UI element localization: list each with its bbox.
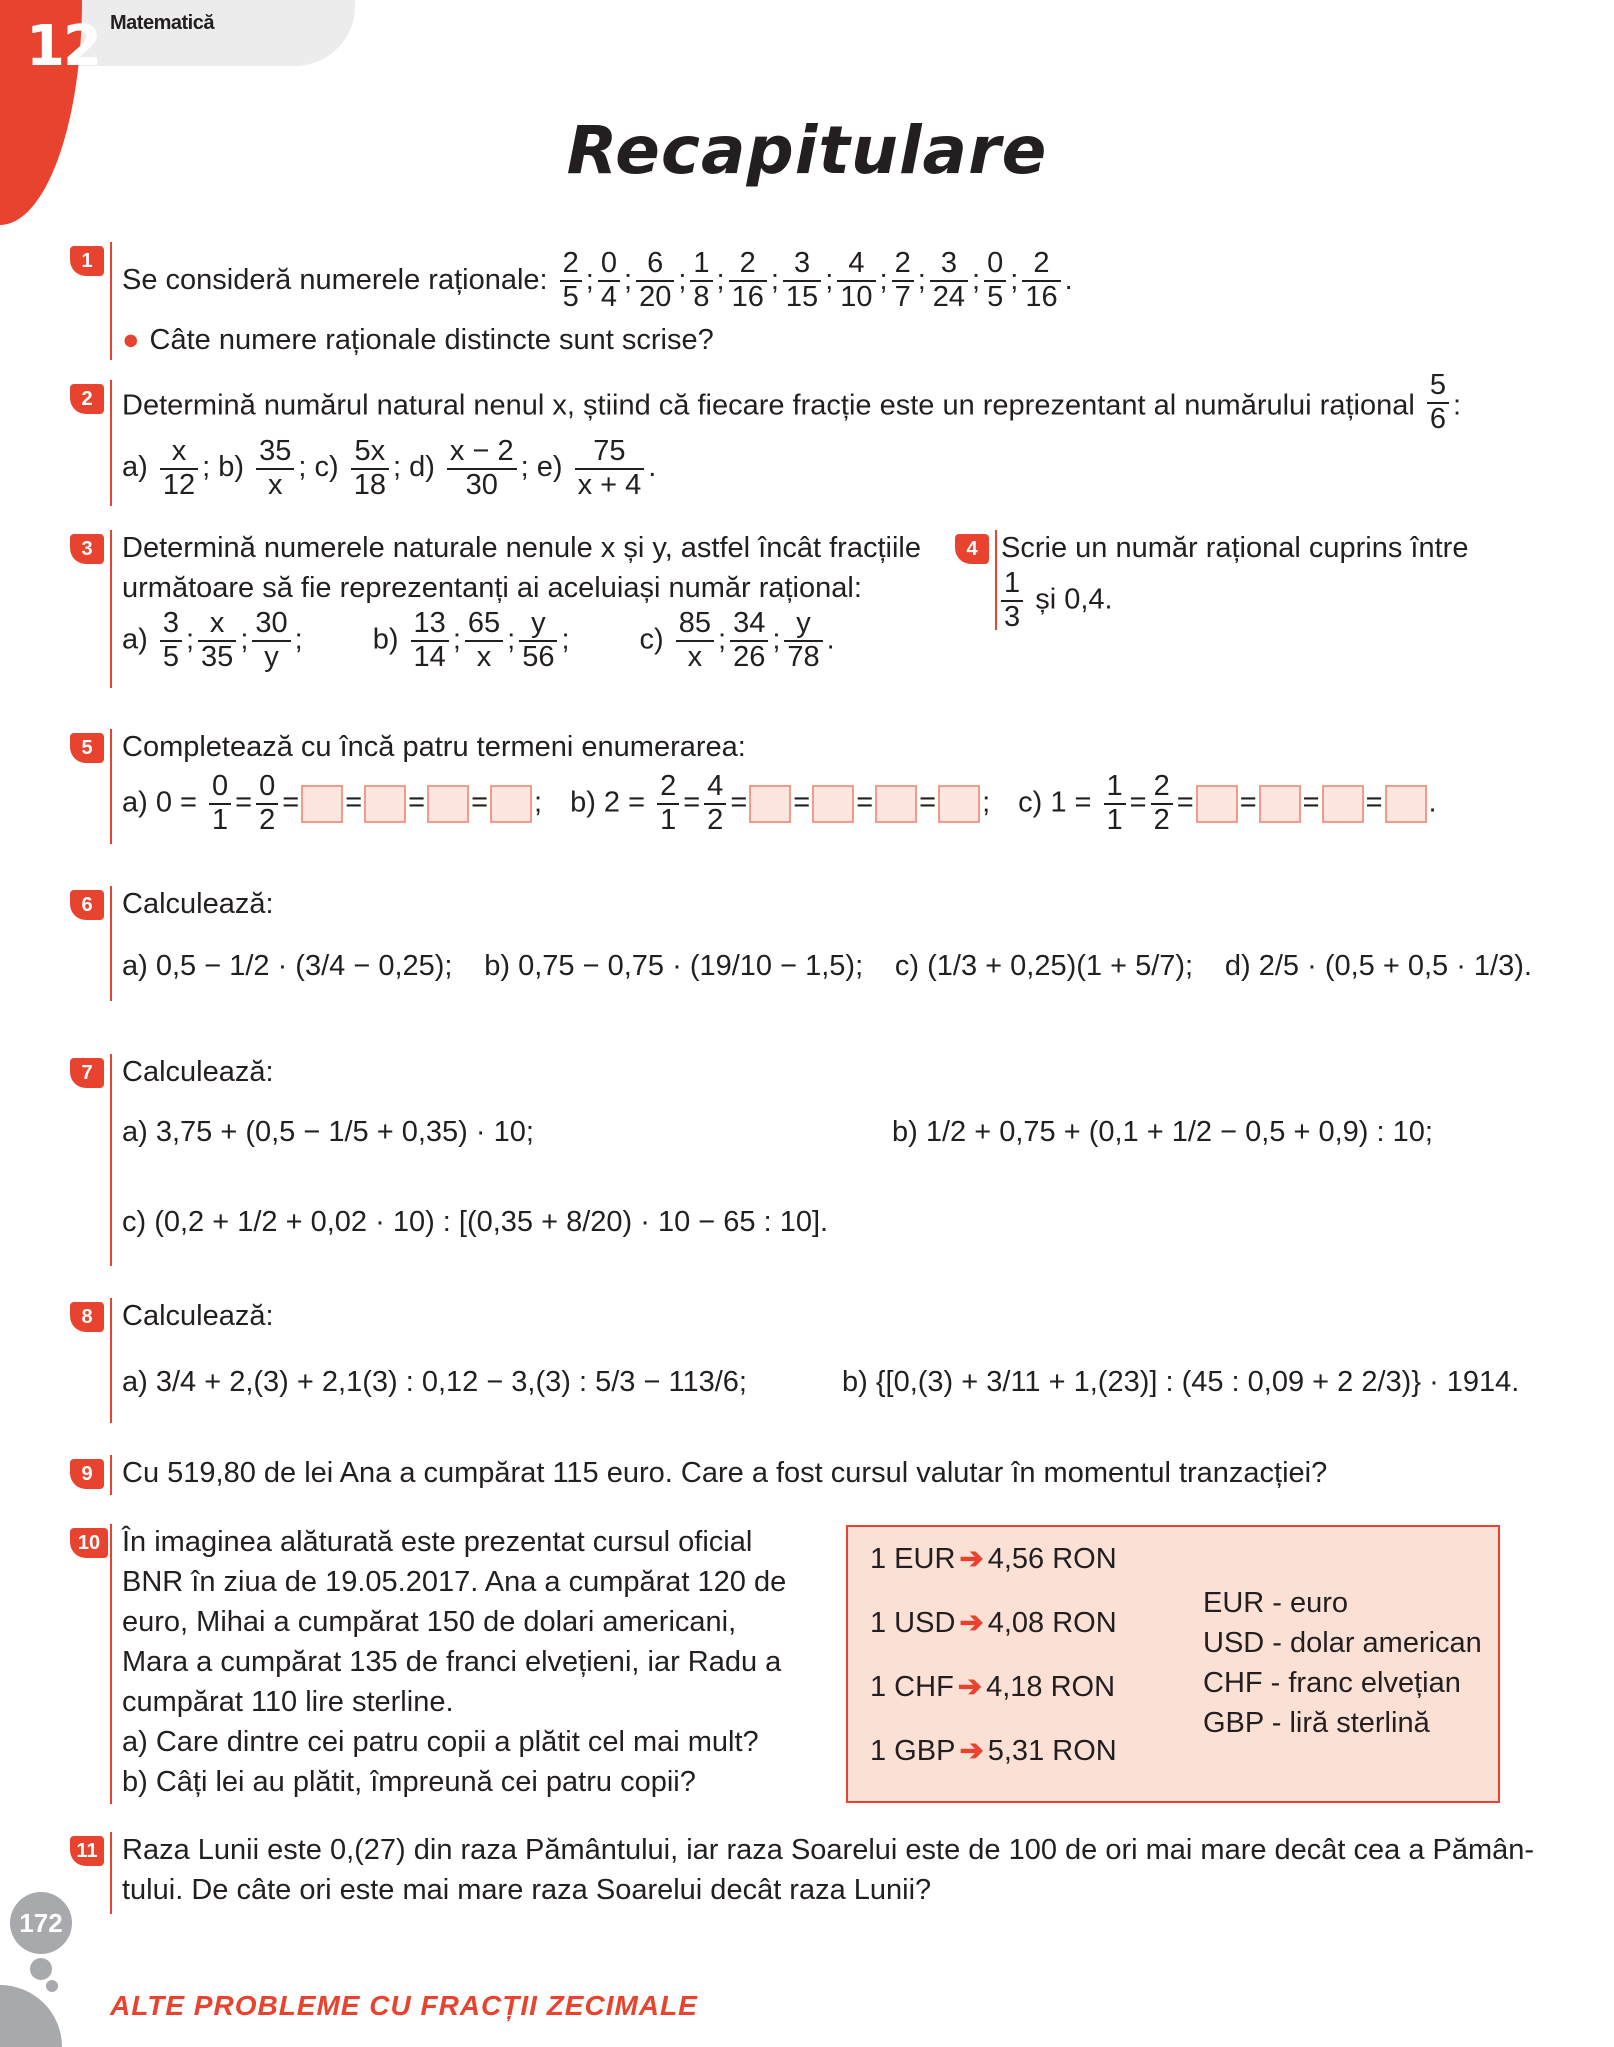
fraction: $\frac{30}{y}$ [252,608,290,674]
footer-decor [0,1985,62,2047]
fraction: $\frac{x - 2}{30}$ [447,436,517,502]
fraction: $\frac{0}{5}$ [984,248,1006,314]
arrow-icon: ➔ [957,1671,983,1703]
exercise-10-line: a) Care dintre cei patru copii a plătit cel mai mult? [122,1726,759,1758]
exercise-body [122,369,1550,502]
fraction: $\frac{3}{24}$ [930,248,968,314]
legend-entry: CHF - franc elvețian [1203,1667,1461,1699]
exercise-3-line-2: următoare să fie reprezentanți ai aceluiași număr rațional: [122,572,862,604]
exercise-5-item: c) 1 = $\frac{1}{1}$ = $\frac{2}{2}$ = = = = . [1018,770,1437,836]
exercise-body [122,727,1550,837]
exercise-8-b: b) {[0,(3) + 3/11 + 1,(23)] : (45 : 0,09 + 2 2/3)} · 1914. [842,1366,1520,1398]
currency-code: 1 CHF [870,1671,954,1703]
exercise-2-item: e) $\frac{75}{x + 4}$ . [528,434,657,501]
exchange-rate-row [870,1669,1115,1704]
fraction: $\frac{x}{35}$ [198,608,236,674]
exercise-10-line: În imaginea alăturată este prezentat cursul oficial [122,1526,753,1558]
exercise-number: 3 [70,534,104,564]
exchange-rate-box [846,1525,1500,1803]
exercise-6-items [122,946,1550,986]
fraction: $\frac{13}{14}$ [411,608,449,674]
exercise-number: 5 [70,733,104,763]
exercise-bar [110,1455,112,1495]
exercise-1-line: Se consideră numerele raționale: $\frac{2}{5}$ ; $\frac{0}{4}$ ; $\frac{6}{20}$ ; $\frac{1}{8}$ ; $\frac{2}{16}$ ; $\frac{3}{15}$ ; $\frac{4}{10}$ ; $\frac{2}{7}$ ; $\frac{3}{24}$ ; $\frac{0}{5}$ ; $\frac{2}{16}$ . [122,247,1073,314]
exercise-6-text: Calculează: [122,888,274,920]
fraction: $\frac{2}{5}$ [560,248,582,314]
exercise-body [122,1830,1550,1910]
fraction: $\frac{75}{x + 4}$ [575,436,645,502]
currency-code: 1 EUR [870,1543,956,1575]
fraction: $\frac{65}{x}$ [465,608,503,674]
exercise-number: 8 [70,1302,104,1332]
answer-box[interactable] [427,785,469,823]
exercise-2-item: c) $\frac{5x}{18}$ ; [306,434,402,501]
exercise-10-line: euro, Mihai a cumpărat 150 de dolari americani, [122,1606,737,1638]
fraction: $\frac{x}{12}$ [160,436,198,502]
exercise-body [122,240,1550,360]
subject-label: Matematică [110,12,214,34]
legend-entry: GBP - liră sterlină [1203,1707,1430,1739]
exercise-5-items [122,771,1550,837]
exercise-2-items [122,436,1550,502]
fraction: $\frac{4}{10}$ [837,248,875,314]
exercise-3-line-1: Determină numerele naturale nenule x și y, astfel încât fracțiile [122,532,921,564]
fraction: $\frac{2}{1}$ [657,771,679,837]
exercise-2 [70,369,1550,513]
exercise-7-b: b) 1/2 + 0,75 + (0,1 + 1/2 − 0,5 + 0,9) : 10; [892,1116,1433,1148]
fraction: $\frac{34}{26}$ [730,608,768,674]
exercise-2-line: Determină numărul natural nenul x, știind că fiecare fracție este un reprezentant al numărului rațional $\frac{5}{6}$ : [122,369,1462,435]
exercise-10-line: BNR în ziua de 19.05.2017. Ana a cumpărat 120 de [122,1566,787,1598]
exercise-body [122,1296,1550,1398]
exercise-body [122,1453,1550,1493]
fraction: $\frac{2}{7}$ [892,248,914,314]
answer-box[interactable] [875,785,917,823]
exercise-bar [110,242,112,360]
answer-box[interactable] [1259,785,1301,823]
section-title: ALTE PROBLEME CU FRACȚII ZECIMALE [110,1990,698,2021]
exercise-body [122,884,1550,986]
fraction: $\frac{0}{2}$ [256,771,278,837]
exercise-1-intro: Se consideră numerele raționale: [122,264,548,296]
exercise-bar [110,886,112,1001]
exercise-bar [110,1054,112,1266]
exchange-rate-row [870,1733,1117,1768]
exercise-4-line-2: $\frac{1}{3}$ și 0,4. [1001,568,1515,634]
exercise-2-target: $\frac{5}{6}$ [1427,370,1449,436]
exercise-number: 11 [70,1836,104,1866]
fraction: $\frac{0}{1}$ [209,771,231,837]
fraction: $\frac{y}{78}$ [784,608,822,674]
rate-value: 4,08 RON [987,1607,1117,1639]
fraction: $\frac{3}{5}$ [160,608,182,674]
fraction: $\frac{1}{1}$ [1104,771,1126,837]
exercise-3 [70,528,940,693]
exercise-body [122,1052,1550,1238]
exercise-9 [70,1453,1550,1503]
exercise-4 [955,528,1515,638]
answer-box[interactable] [938,785,980,823]
exercise-4-rest: și 0,4. [1035,583,1113,616]
exercise-6-b: b) 0,75 − 0,75 · (19/10 − 1,5); [484,950,864,982]
arrow-icon: ➔ [959,1735,984,1767]
answer-box[interactable] [364,785,406,823]
legend-entry: EUR - euro [1203,1587,1349,1619]
currency-code: 1 GBP [870,1735,956,1767]
exercise-bar [110,380,112,506]
rate-value: 4,18 RON [986,1671,1116,1703]
chapter-number: 12 [26,14,100,79]
exercise-10-line: b) Câți lei au plătit, împreună cei patru copii? [122,1766,696,1798]
exercise-8-a: a) 3/4 + 2,(3) + 2,1(3) : 0,12 − 3,(3) : 5/3 − 113/6; [122,1366,747,1398]
exercise-1-question-text: Câte numere raționale distincte sunt scrise? [149,324,714,356]
exercise-bar [110,1524,112,1804]
exercise-3-item: c) $\frac{85}{x}$ ; $\frac{34}{26}$ ; $\frac{y}{78}$ . [639,607,835,673]
exercise-8-text: Calculează: [122,1300,274,1332]
exercise-2-text: Determină numărul natural nenul x, știind că fiecare fracție este un reprezentant al numărului rațional [122,389,1415,422]
exercise-7 [70,1052,1550,1272]
fraction: $\frac{6}{20}$ [636,248,674,314]
currency-legend [1203,1583,1482,1743]
arrow-icon: ➔ [959,1607,984,1639]
exercise-number: 4 [955,534,989,564]
exercise-7-a: a) 3,75 + (0,5 − 1/5 + 0,35) · 10; [122,1116,534,1148]
legend-entry: USD - dolar american [1203,1627,1482,1659]
exercise-10-line: cumpărat 110 lire sterline. [122,1686,454,1718]
answer-box[interactable] [490,785,532,823]
fraction: $\frac{2}{16}$ [729,248,767,314]
exercise-1 [70,240,1550,365]
exercise-3-item: a) $\frac{3}{5}$ ; $\frac{x}{35}$ ; $\frac{30}{y}$ ; [122,607,303,673]
exercise-6-c: c) (1/3 + 0,25)(1 + 5/7); [894,950,1194,982]
fraction: $\frac{4}{2}$ [704,771,726,837]
exercise-5-text: Completează cu încă patru termeni enumerarea: [122,731,746,763]
arrow-icon: ➔ [959,1543,984,1575]
fraction: $\frac{1}{8}$ [690,248,712,314]
exercise-11 [70,1830,1550,1920]
exercise-7-text: Calculează: [122,1056,274,1088]
exercise-5-item: b) 2 = $\frac{2}{1}$ = $\frac{4}{2}$ = = = = ; [570,770,991,836]
exercise-11-line-1: Raza Lunii este 0,(27) din raza Pământului, iar raza Soarelui este de 100 de ori mai mare decât cea a Pămân- [122,1834,1535,1866]
exercise-1-question: ● Câte numere raționale distincte sunt scrise? [122,324,714,356]
fraction: $\frac{5x}{18}$ [351,436,389,502]
exercise-3-item: b) $\frac{13}{14}$ ; $\frac{65}{x}$ ; $\frac{y}{56}$ ; [372,607,570,673]
answer-box[interactable] [812,785,854,823]
exercise-10 [70,1522,810,1812]
exercise-bar [110,530,112,688]
fraction: $\frac{2}{16}$ [1022,248,1060,314]
exercise-10-text [122,1522,810,1802]
decor-dot [46,1980,58,1992]
page-title: Recapitulare [566,112,1048,189]
answer-box[interactable] [1196,785,1238,823]
answer-box[interactable] [1385,785,1427,823]
exercise-8 [70,1296,1550,1431]
rate-value: 5,31 RON [987,1735,1117,1767]
exercise-6 [70,884,1550,1009]
exercise-6-a: a) 0,5 − 1/2 · (3/4 − 0,25); [122,950,453,982]
rate-value: 4,56 RON [987,1543,1117,1575]
exchange-rate-row [870,1541,1117,1576]
fraction: $\frac{2}{2}$ [1151,771,1173,837]
exercise-number: 1 [70,246,104,276]
exercise-number: 6 [70,890,104,920]
exercise-number: 2 [70,384,104,414]
fraction: $\frac{0}{4}$ [598,248,620,314]
exchange-rate-row [870,1605,1117,1640]
exercise-10-line: Mara a cumpărat 135 de franci elvețieni, iar Radu a [122,1646,782,1678]
exercise-9-text: Cu 519,80 de lei Ana a cumpărat 115 euro. Care a fost cursul valutar în momentul tranzacției? [122,1457,1328,1489]
exercise-2-item: a) $\frac{x}{12}$ ; [122,434,211,501]
exercise-number: 7 [70,1058,104,1088]
exercise-2-item: d) $\frac{x - 2}{30}$ ; [401,434,529,501]
exercise-7-c: c) (0,2 + 1/2 + 0,02 · 10) : [(0,35 + 8/20) · 10 − 65 : 10]. [122,1206,829,1238]
exercise-bar [995,530,997,630]
fraction: $\frac{3}{15}$ [783,248,821,314]
exercise-1-fractions: $\frac{2}{5}$ ; $\frac{0}{4}$ ; $\frac{6}{20}$ ; $\frac{1}{8}$ ; $\frac{2}{16}$ ; $\frac{3}{15}$ ; $\frac{4}{10}$ ; $\frac{2}{7}$ ; $\frac{3}{24}$ ; $\frac{0}{5}$ ; $\frac{2}{16}$ [556,264,1065,296]
exercise-number: 9 [70,1459,104,1489]
exercise-body [122,528,940,674]
fraction: $\frac{y}{56}$ [519,608,557,674]
exercise-number: 10 [70,1528,108,1558]
decor-dot [30,1958,52,1980]
exercise-bar [110,1832,112,1914]
exercise-5 [70,727,1550,852]
exercise-body [1001,528,1515,634]
fraction: $\frac{35}{x}$ [256,436,294,502]
exercise-3-items [122,608,940,674]
answer-box[interactable] [301,785,343,823]
exercise-bar [110,729,112,844]
answer-box[interactable] [1322,785,1364,823]
exercise-2-item: b) $\frac{35}{x}$ ; [210,434,307,501]
exercise-6-d: d) 2/5 · (0,5 + 0,5 · 1/3). [1224,950,1532,982]
page-number: 172 [10,1892,72,1954]
exercise-11-line-2: tului. De câte ori este mai mare raza Soarelui decât raza Lunii? [122,1874,932,1906]
exercise-bar [110,1298,112,1423]
answer-box[interactable] [749,785,791,823]
exercise-5-item: a) 0 = $\frac{0}{1}$ = $\frac{0}{2}$ = = = = ; [122,770,543,836]
exercise-4-line-1: Scrie un număr rațional cuprins între [1001,532,1469,564]
fraction: $\frac{85}{x}$ [676,608,714,674]
currency-code: 1 USD [870,1607,956,1639]
